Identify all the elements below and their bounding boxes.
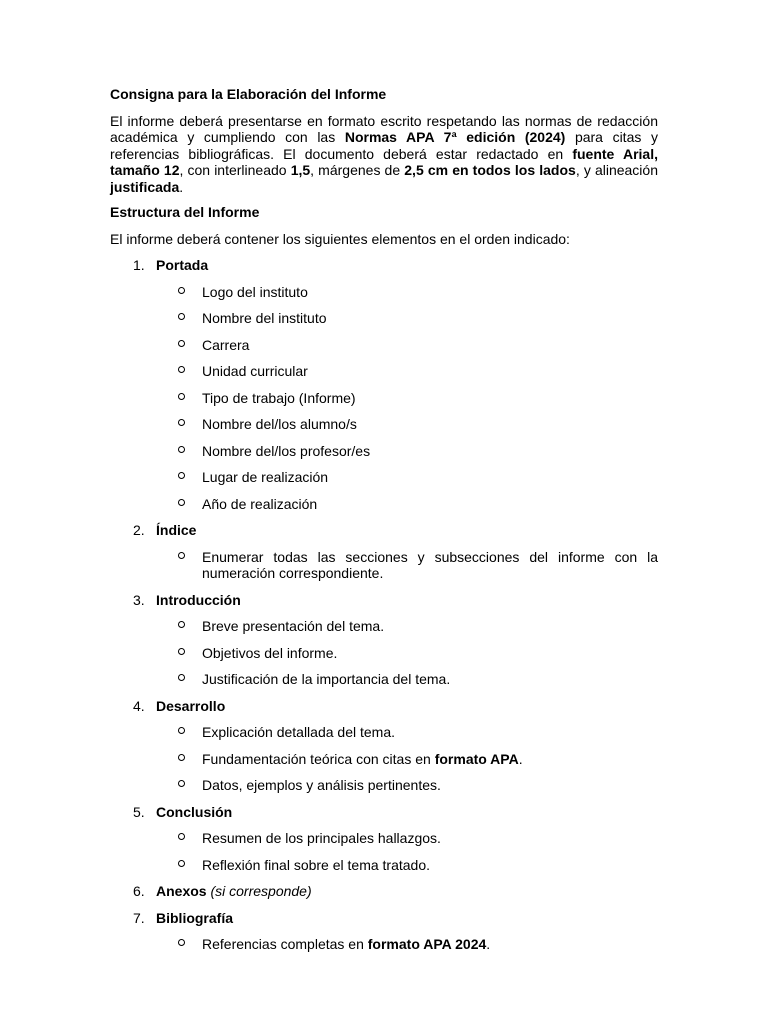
section-item [110,698,658,794]
hollow-circle-bullet-icon [178,939,185,946]
section-number: 4. [133,697,145,714]
section-item [110,592,658,688]
hollow-circle-bullet-icon [178,287,185,294]
hollow-circle-bullet-icon [178,446,185,453]
hollow-circle-bullet-icon [178,674,185,681]
subitem-list [156,284,658,513]
section-title: Anexos [156,883,207,899]
text-run: Tipo de trabajo (Informe) [202,389,356,406]
text-run: Datos, ejemplos y análisis pertinentes. [202,777,441,793]
section-title: Índice [156,522,197,538]
subitem-list [156,618,658,688]
section-title: Bibliografía [156,909,234,926]
section-title: Conclusión [156,803,233,820]
subitem [156,549,658,582]
text-run: Unidad curricular [202,363,308,379]
text-run: . [179,178,184,195]
subitem [156,337,658,354]
subitem [156,751,658,768]
text-run: , márgenes de [310,162,405,178]
text-run: Enumerar todas las secciones y subsecciones del informe con la numeración correspondiente. [202,548,658,581]
hollow-circle-bullet-icon [178,754,185,761]
hollow-circle-bullet-icon [178,499,185,506]
section-item [110,522,658,582]
section-item [110,257,658,512]
text-run: Nombre del/los profesor/es [202,442,371,459]
section-item [110,910,658,953]
subitem [156,857,658,874]
hollow-circle-bullet-icon [178,621,185,628]
text-run: Explicación detallada del tema. [202,724,396,740]
section-number: 6. [133,883,145,899]
bold-text: Normas APA 7ª edición (2024) [344,129,566,145]
subitem [156,390,658,407]
section-title: Introducción [156,591,241,608]
hollow-circle-bullet-icon [178,833,185,840]
subitem [156,724,658,741]
section-title: Desarrollo [156,697,226,714]
sections-list [110,257,658,953]
hollow-circle-bullet-icon [178,393,185,400]
section-number: 7. [133,909,145,926]
text-run: Breve presentación del tema. [202,618,385,634]
text-run: Nombre del/los alumno/s [202,416,357,432]
subitem [156,645,658,662]
subitem [156,777,658,794]
hollow-circle-bullet-icon [178,313,185,320]
text-run: Resumen de los principales hallazgos. [202,830,441,846]
subitem [156,671,658,688]
subitem-list [156,724,658,794]
hollow-circle-bullet-icon [178,860,185,867]
document-title: Consigna para la Elaboración del Informe [110,86,387,102]
hollow-circle-bullet-icon [178,340,185,347]
text-run: Lugar de realización [202,469,329,485]
text-run: Justificación de la importancia del tema. [202,671,451,687]
subitem [156,936,658,953]
subitem-list [156,936,658,953]
section-number: 1. [133,257,145,273]
intro-paragraph [110,113,658,196]
bold-text: fuente Arial, tamaño 12 [110,145,658,178]
text-run: Carrera [202,336,250,353]
hollow-circle-bullet-icon [178,648,185,655]
subitem [156,416,658,433]
text-run: , y alineación [575,162,658,178]
section-note: (si corresponde) [210,883,312,899]
subitem [156,284,658,301]
subitem [156,496,658,513]
subitem-list [156,549,658,582]
bold-text: justificada [110,178,180,195]
section-item [110,883,658,900]
section-item [110,804,658,874]
subitem [156,443,658,460]
text-run: para citas y referencias bibliográficas. El documento deberá estar redactado en [110,129,658,162]
text-run: . [518,750,523,767]
hollow-circle-bullet-icon [178,727,185,734]
section-heading-structure: Estructura del Informe [110,204,260,220]
text-run: Fundamentación teórica con citas en [202,750,435,767]
text-run: Referencias completas en [202,936,368,952]
hollow-circle-bullet-icon [178,472,185,479]
subitem [156,830,658,847]
text-run: Reflexión final sobre el tema tratado. [202,856,431,873]
text-run: , con interlineado [179,162,291,178]
subitem [156,618,658,635]
text-run: Logo del instituto [202,283,308,300]
hollow-circle-bullet-icon [178,419,185,426]
hollow-circle-bullet-icon [178,366,185,373]
text-run: El informe deberá presentarse en formato escrito respetando las normas de redacción académica y cumpliendo con las [110,112,658,145]
text-run: Objetivos del informe. [202,644,338,661]
section-number: 5. [133,803,145,820]
subitem [156,363,658,380]
hollow-circle-bullet-icon [178,552,185,559]
subitem [156,469,658,486]
bold-text: 2,5 cm en todos los lados [404,162,576,178]
bold-text: formato APA [434,750,519,767]
text-run: Año de realización [202,495,318,512]
structure-lead-text: El informe deberá contener los siguientes elementos en el orden indicado: [110,230,570,247]
subitem [156,310,658,327]
section-title: Portada [156,257,209,273]
text-run: Nombre del instituto [202,310,327,326]
hollow-circle-bullet-icon [178,780,185,787]
text-run: . [486,936,491,952]
section-number: 3. [133,591,145,608]
section-number: 2. [133,522,145,538]
subitem-list [156,830,658,873]
bold-text: formato APA 2024 [367,936,487,952]
bold-text: 1,5 [290,162,311,178]
